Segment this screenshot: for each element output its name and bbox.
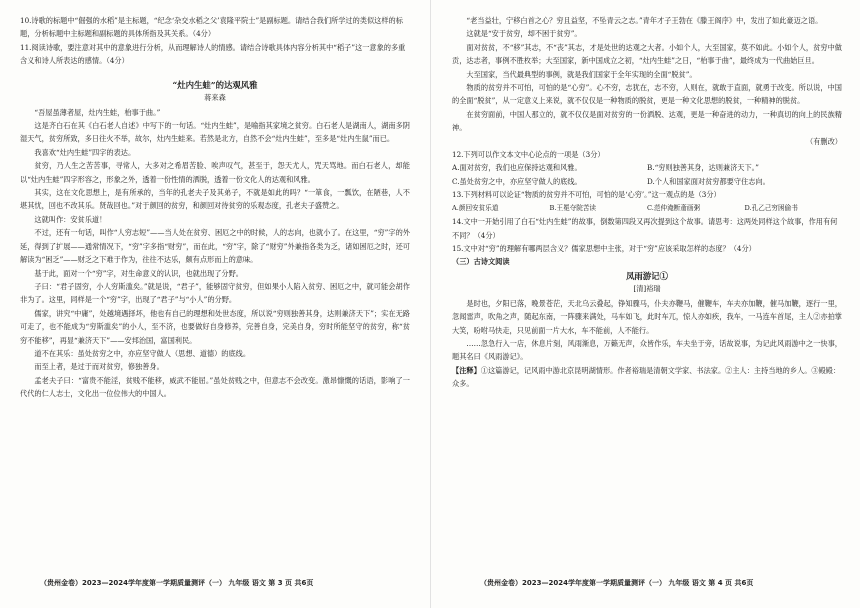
- option-b: B.王冕夺院苦读: [549, 203, 597, 212]
- essay-paragraph: 贫穷，乃人生之苦苦事，寻常人，大多对之希眉苦脸、唉声叹气，甚至于，怨天尤人，咒天骂地。而白石老人，却能以“灶内生蛙”四字形容之，形象之外，透着一份性情的洒脱，透着一份文化人的达观和风雅。: [20, 161, 410, 184]
- essay-paragraph: 道不在其乐：虽处贫穷之中，亦应坚守做人（思想、道德）的底线。: [34, 348, 251, 358]
- essay-paragraph: 这就是“安于贫穷，却不困于贫穷”。: [466, 29, 582, 39]
- question-12: 12.下列可以作文本文中心论点的一项是（3分）: [452, 150, 605, 160]
- right-page: [452, 14, 842, 391]
- classical-text-title: 凤雨游记①: [626, 270, 668, 281]
- essay-paragraph: 这是齐白石在其《白石老人自述》中写下的一句话。“灶内生蛙”，是喻指其家境之贫穷。白石老人是湖南人，湖南多阴湿天气，贫穷所致，多日往火不举，故尔，灶内生蛙来。若然是北方，自然不会“灶内生蛙”，至多是“灶内生鼠”而已。: [20, 121, 410, 144]
- question-10: 10.诗歌的标题中“倔强的水稻”是主标题，“纪念‘杂交水稻之父’袁隆平院士”是副标题。请结合我们所学过的类似这样的标题，分析标题中主标题和副标题的具体所指及其关系。（4分）: [20, 16, 403, 39]
- essay-paragraph: 而至上者，是过于而对贫穷，修独善身。: [34, 362, 164, 372]
- essay-paragraph: 面对贫贫，不“移”其志，不“丧”其志，才是处世的达观之大者。小如个人，大至国家，莫不如此。小如个人，贫穷中做贡，达志者，事例不胜枚举；大至国家，新中国成立之初，“灶内生蛙”之日，“枱事于曲”，最终成为一代曲始巨旦。: [452, 42, 842, 66]
- left-page: [20, 14, 410, 401]
- essay-author: 蒋来森: [204, 92, 226, 102]
- essay-paragraph: 在贫穷面前，中国人那立的，就不仅仅是面对贫穷的一份洒脱、达观，更是一种奋进的动力，一种真切的向上的民族精神。: [452, 109, 842, 133]
- right-page-footer: （贵州金卷）2023—2024学年度第一学期质量测评（一） 九年级 语文 第 4 页 共6页: [480, 579, 754, 587]
- option-c: C.虽处贫穷之中，亦应坚守做人的底线。: [452, 176, 582, 186]
- option-a: A.面对贫穷，我们也应保持达观和风雅。: [452, 163, 582, 173]
- annotation-label: 【注释】: [452, 365, 481, 375]
- question-12-options-row2: [452, 175, 842, 188]
- essay-paragraph: 物质的贫穷并不可怕，可怕的是“心穷”。心不穷，志犹在，志不穷，人则在，就敢于直面，就勇于改变。所以说，中国的全面“脱贫”，从一定意义上来说，就不仅仅是一种物质的脱贫，更是一种文化思想的脱贫，一种精神的脱贫。: [452, 83, 842, 106]
- annotation: [452, 364, 842, 391]
- option-b: B.“穷则独善其身，达则兼济天下。”: [647, 163, 759, 173]
- question-11: 11.阅读诗歌，要注意对其中的意象进行分析，从而理解诗人的情感。请结合诗歌具体内容分析其中“稻子”这一意象的多重含义和诗人所表达的感情。（4分）: [20, 42, 406, 66]
- question-13-options: [452, 202, 842, 215]
- section-heading: （三）古诗文阅读: [452, 257, 510, 267]
- classical-text-paragraph: 是时也，夕阳已落，晚景苍茫，天北乌云叠起，铮知骤马，仆夫亦鞭马，催鞭车，车夫亦加鞭，催马加鞭，逐行一里，忽闻雷声，吹角之声，随起东南，一阵骤来满处，马车如飞，此时车兀，惊人亦如疾，我车，一马连车首尾，主人②亦拍掌大笑，吩咐马快走，只见前面一片大水，车不能前，人不能行。: [452, 298, 842, 335]
- essay-paragraph: 这就叫作：安贫乐道！: [34, 214, 107, 224]
- classical-text-author: [清]裕瑞: [633, 283, 661, 293]
- essay-paragraph: 其实，这在文化思想上，是有所承的，当年的孔老夫子及其弟子，不就是如此的吗？“一箪食，一瓢饮，在陋巷，人不堪其忧，回也不改其乐。贤哉回也。”对于颜回的贫穷，和颜回对待贫穷的乐观态度，孔老夫子盛赞之。: [20, 188, 410, 211]
- page-divider: [430, 0, 431, 608]
- classical-text-paragraph: ……忽急行入一店，休息片刻，风雨渐息，万籁无声，众皆作乐，车夫坐于旁，话故说事，为记此风雨游中之一快事，题其名曰《风雨游记》。: [452, 338, 842, 362]
- option-c: C.范仲淹断齑画粥: [647, 203, 701, 212]
- essay-paragraph: 子曰：“君子固穷，小人穷斯滥矣。”就是说，“君子”，能够固守贫穷，但如果小人陷入贫穷、困厄之中，就可能会胡作非为了。这里，同样是一个“穷”字，出现了“君子”与“小人”的分野。: [20, 281, 410, 305]
- question-12-options-row1: [452, 161, 842, 174]
- essay-paragraph: 我喜欢“灶内生蛙”四字的表达。: [34, 147, 136, 157]
- question-15: 15.文中对“穷”的理解有哪两层含义？儒家思想中主张，对于“穷”应该采取怎样的态度？（4分）: [452, 243, 756, 253]
- option-d: D.个人和国家面对贫穷都要守住志向。: [647, 176, 770, 186]
- option-d: D.孔乙己穷困偷书: [744, 203, 798, 212]
- annotation-text: ①这篇游记，记风雨中游北京昆明湖情形。作者裕瑞是清朝文学家、书法家。②主人：主持当地的乡人。③殿殿：众多。: [452, 365, 841, 389]
- essay-paragraph: “吾屋虽薄者屋，灶内生蛙，枱事于曲。”: [34, 107, 161, 117]
- essay-title: “灶内生蛙”的达观风雅: [172, 79, 258, 90]
- essay-paragraph: 基于此，面对一个“穷”字，对生命意义的认识，也就出现了分野。: [34, 268, 243, 278]
- essay-paragraph: 孟老夫子曰：“富贵不能淫，贫贱不能移，威武不能屈。”虽处贫贱之中，但意志不会改变。激昂慷慨的话语，影响了一代代的仁人志士，文化出一位位伟大的中国人。: [20, 375, 410, 399]
- left-page-footer: （贵州金卷）2023—2024学年度第一学期质量测评（一） 九年级 语文 第 3 页 共6页: [40, 579, 314, 587]
- option-a: A.颜回安贫乐道: [452, 203, 499, 212]
- question-13: 13.下列材料可以论证“物质的贫穷并不可怕，可怕的是‘心穷’。”这一观点的是（3分）: [452, 190, 721, 200]
- essay-paragraph: “老当益壮，宁移白首之心？穷且益坚，不坠青云之志。”青年才子王勃在《滕王阁序》中，发出了如此豪迈之语。: [466, 16, 823, 25]
- essay-paragraph: 大至国家，当代最典型的事例，就是我们国家于全年实现的全面“脱贫”。: [466, 69, 697, 79]
- question-14: 14.文中一开始引用了白石“灶内生蛙”的故事，倒数第四段又再次提到这个故事。请思考：这两处同样这个故事，作用有何不同？（4分）: [452, 217, 838, 240]
- source-note: （有删改）: [806, 136, 842, 146]
- essay-paragraph: 儒家，讲究“中庸”，处越境遇择坏，他也有自己的理想和处世态度，所以说“穷则独善其身，达则兼济天下”；实在无路可走了，也不能成为“穷斯滥矣”的小人，至不济，也要做好自身修养，完善自身，完美自身，穷时所能坚守的贫穷，称“贫穷不能移”，再显“兼济天下”——安邦治国，富国利民。: [20, 308, 410, 345]
- essay-paragraph: 不过，还有一句话，叫作“人穷志短”——当人处在贫穷、困厄之中的时候，人的志向，也就小了。在这里，“穷”字的外延，得到了扩展——通常情况下，“穷”字多指“财穷”，而在此，“穷”字，除了“财穷”外兼指各类为乏，诸如困厄之时，还可解读为“困乏”——财乏之下难于作为，往往不达乐，颇有点形而上的意味。: [20, 228, 410, 265]
